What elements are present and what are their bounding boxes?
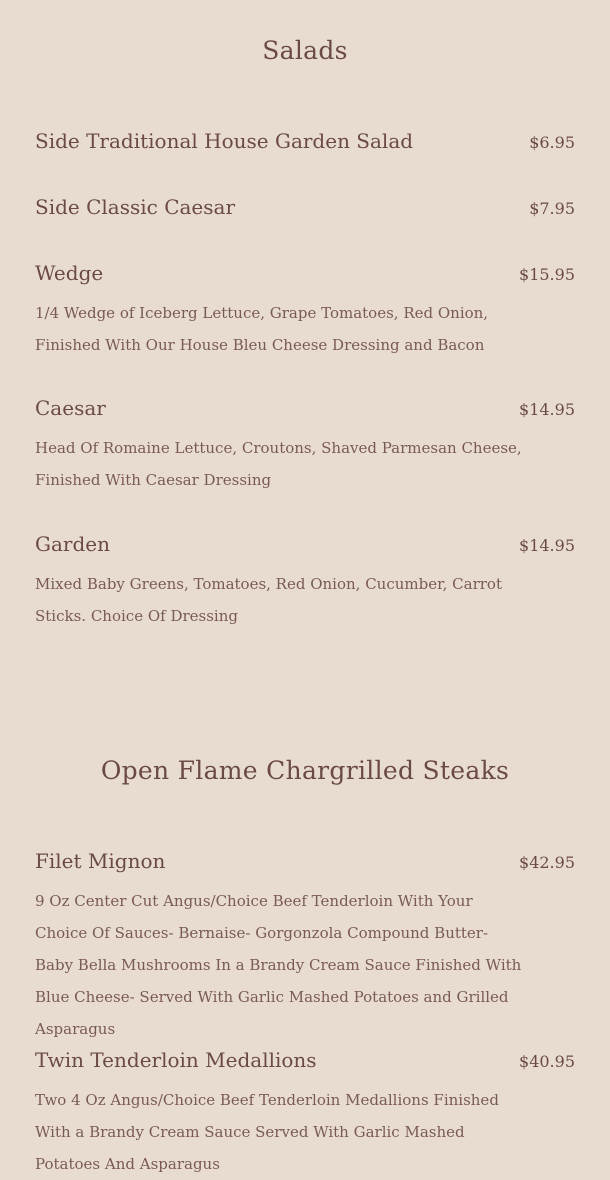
item-name: Side Traditional House Garden Salad xyxy=(35,129,414,153)
item-price: $6.95 xyxy=(529,133,575,152)
item-price: $15.95 xyxy=(519,265,575,284)
item-name: Garden xyxy=(35,532,110,556)
section-title-salads: Salads xyxy=(262,36,348,65)
item-price: $40.95 xyxy=(519,1052,575,1071)
item-description: Mixed Baby Greens, Tomatoes, Red Onion, Cucumber, Carrot Sticks. Choice Of Dressing xyxy=(35,575,502,625)
item-price: $7.95 xyxy=(529,199,575,218)
item-description: 9 Oz Center Cut Angus/Choice Beef Tenderloin With Your Choice Of Sauces- Bernaise- Gorgonzola Compound Butter- Baby Bella Mushrooms In a Brandy Cream Sauce Finished With Blue Cheese- Served With Garlic Mashed Potatoes and Grilled Asparagus xyxy=(35,892,522,1038)
item-name: Side Classic Caesar xyxy=(35,195,236,219)
item-description: Head Of Romaine Lettuce, Croutons, Shaved Parmesan Cheese, Finished With Caesar Dressing xyxy=(35,439,522,489)
section-title-steaks: Open Flame Chargrilled Steaks xyxy=(100,756,510,785)
item-description: 1/4 Wedge of Iceberg Lettuce, Grape Tomatoes, Red Onion, Finished With Our House Bleu Cheese Dressing and Bacon xyxy=(35,304,489,354)
item-name: Filet Mignon xyxy=(35,849,166,873)
item-name: Caesar xyxy=(35,396,106,420)
item-price: $14.95 xyxy=(519,400,575,419)
item-description: Two 4 Oz Angus/Choice Beef Tenderloin Medallions Finished With a Brandy Cream Sauce Served With Garlic Mashed Potatoes And Asparagus xyxy=(35,1091,499,1173)
item-price: $14.95 xyxy=(519,536,575,555)
item-price: $42.95 xyxy=(519,853,575,872)
item-name: Twin Tenderloin Medallions xyxy=(35,1048,317,1072)
item-name: Wedge xyxy=(35,261,104,285)
